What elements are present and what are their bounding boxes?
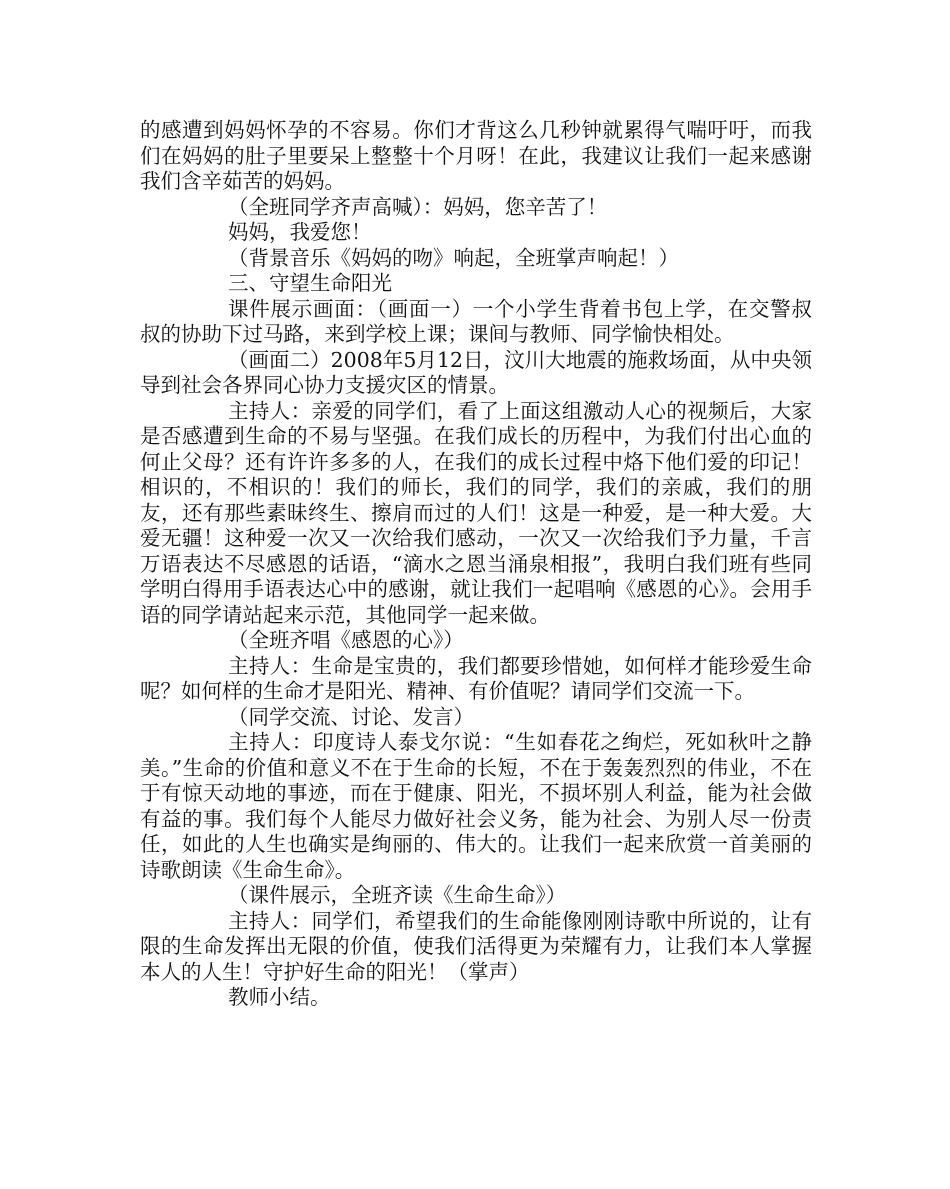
section-heading-3: 三、守望生命阳光 xyxy=(228,271,392,295)
paragraph-poem-reading: （课件展示，全班齐读《生命生命》） xyxy=(228,883,567,907)
paragraph-sing-along: （全班齐唱《感恩的心》） xyxy=(228,628,464,652)
paragraph-love-mom: 妈妈，我爱您！ xyxy=(228,220,372,244)
paragraph-host-speech-4: 主持人：同学们，希望我们的生命能像刚刚诗歌中所说的，让有限的生命发挥出无限的价值，使我们活得更为荣耀有力，让我们本人掌握本人的人生！守护好生命的阳光！（掌声） xyxy=(140,908,812,984)
paragraph-continuation: 的感遭到妈妈怀孕的不容易。你们才背这么几秒钟就累得气喘吁吁，而我们在妈妈的肚子里要呆上整整十个月呀！在此，我建议让我们一起来感谢我们含辛茹苦的妈妈。 xyxy=(140,118,812,193)
paragraph-class-shout: （全班同学齐声高喊）：妈妈，您辛苦了！ xyxy=(228,194,608,219)
paragraph-host-speech-1: 主持人：亲爱的同学们，看了上面这组激动人心的视频后，大家是否感遭到生命的不易与坚强。在我们成长的历程中，为我们付出心血的何止父母？还有许许多多的人，在我们的成长过程中烙下他们爱的印记！相识的，不相识的！我们的师长，我们的同学，我们的亲戚，我们的朋友，还有那些素昧终生、擦肩而过的人们！这是一种爱，是一种大爱。大爱无疆！这种爱一次又一次给我们感动，一次又一次给我们予力量，千言万语表达不尽感恩的话语，“滴水之恩当涌泉相报”，我明白我们班有些同学明白得用手语表达心中的感谢，就让我们一起唱响《感恩的心》。会用手语的同学请站起来示范，其他同学一起来做。 xyxy=(140,398,812,627)
paragraph-background-music: （背景音乐《妈妈的吻》响起，全班掌声响起！） xyxy=(228,245,679,270)
paragraph-slide-scene-1: 课件展示画面：（画面一）一个小学生背着书包上学，在交警叔叔的协助下过马路，来到学校上课；课间与教师、同学愉快相处。 xyxy=(140,296,812,346)
paragraph-teacher-summary: 教师小结。 xyxy=(228,985,331,1009)
paragraph-host-speech-2: 主持人：生命是宝贵的，我们都要珍惜她，如何样才能珍爱生命呢？如何样的生命才是阳光、精神、有价值呢？请同学们交流一下。 xyxy=(140,653,812,703)
paragraph-discussion: （同学交流、讨论、发言） xyxy=(228,704,474,729)
paragraph-host-speech-3: 主持人：印度诗人泰戈尔说：“生如春花之绚烂，死如秋叶之静美。”生命的价值和意义不在于生命的长短，不在于轰轰烈烈的伟业，不在于有惊天动地的事迹，而在于健康、阳光，不损坏别人利益，能为社会做有益的事。我们每个人能尽力做好社会义务，能为社会、为别人尽一份责任，如此的人生也确实是绚丽的、伟大的。让我们一起来欣赏一首美丽的诗歌朗读《生命生命》。 xyxy=(140,730,812,882)
body-text xyxy=(140,118,812,1011)
paragraph-slide-scene-2: （画面二）2008年5月12日，汶川大地震的施救场面，从中央领导到社会各界同心协力支援灾区的情景。 xyxy=(140,347,812,397)
